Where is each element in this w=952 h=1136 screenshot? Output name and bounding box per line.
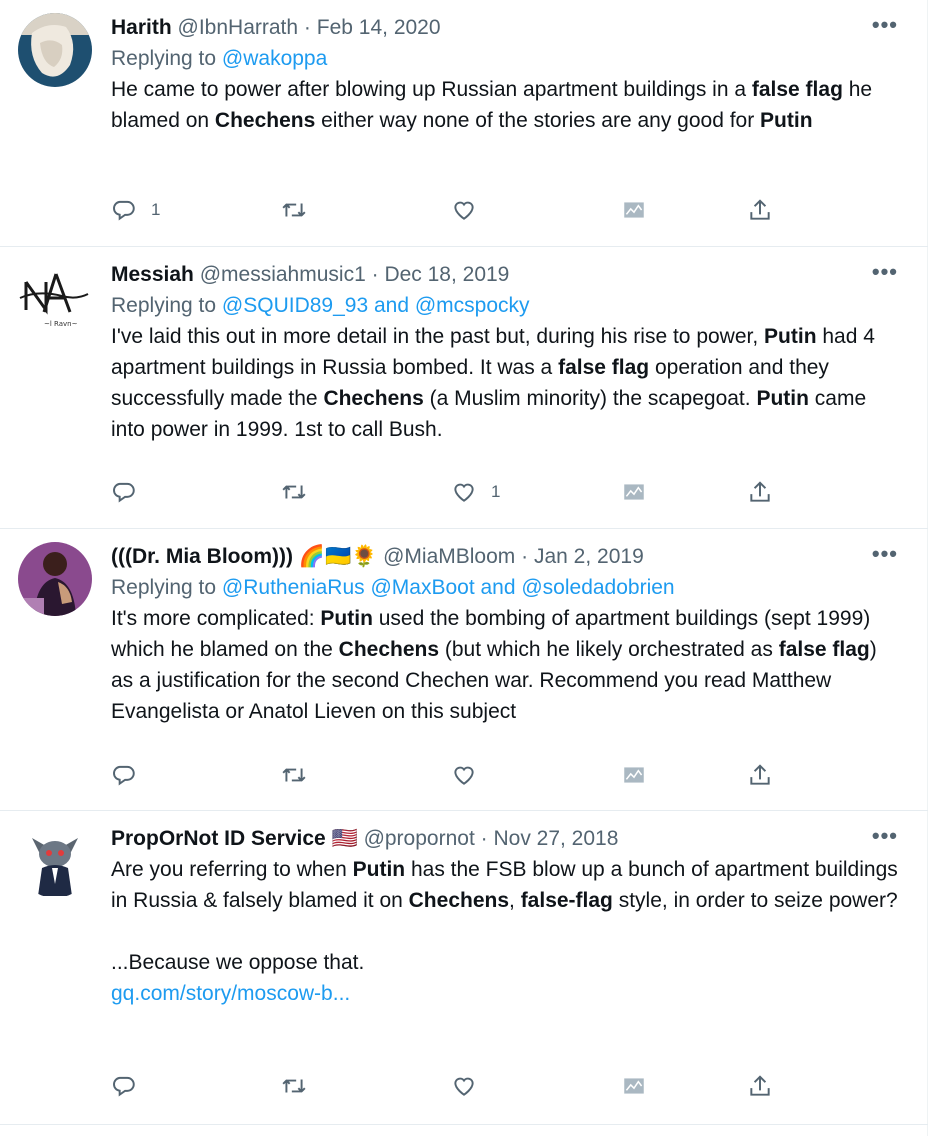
text-run: I've laid this out in more detail in the past but, during his rise to power, <box>111 325 765 348</box>
avatar[interactable] <box>18 260 92 334</box>
share-button[interactable] <box>747 760 773 790</box>
author-name[interactable]: Messiah <box>111 263 194 286</box>
tweet-date[interactable]: Dec 18, 2019 <box>384 263 510 286</box>
action-bar <box>111 1071 898 1101</box>
author-handle[interactable]: @propornot <box>363 827 475 850</box>
highlighted-term: Chechens <box>408 889 510 912</box>
tweet-date[interactable]: Jan 2, 2019 <box>533 545 644 568</box>
text-run: ) as a justification for the second Chechen war. Recommend you read Matthew Evangelista or Anatol Lieven on this subject <box>111 638 877 723</box>
avatar[interactable] <box>18 824 92 898</box>
highlighted-term: false flag <box>778 638 870 661</box>
highlighted-term: Putin <box>320 607 373 630</box>
share-icon <box>747 1073 773 1099</box>
tweet-text-second-paragraph: ...Because we oppose that. <box>111 951 365 974</box>
share-button[interactable] <box>747 195 773 225</box>
tweet-text <box>111 603 898 727</box>
tweet-date[interactable]: Feb 14, 2020 <box>316 16 441 39</box>
analytics-button[interactable] <box>621 1071 647 1101</box>
tweet[interactable] <box>0 247 928 529</box>
tweet-date[interactable]: Nov 27, 2018 <box>493 827 619 850</box>
tweet-header <box>111 823 898 854</box>
highlighted-term: Putin <box>760 109 813 132</box>
action-bar <box>111 477 898 507</box>
highlighted-term: Putin <box>352 858 406 881</box>
like-icon <box>451 197 477 223</box>
text-run: He came to power after blowing up Russian apartment buildings in a <box>111 78 752 101</box>
retweet-icon <box>281 762 307 788</box>
tweet-text <box>111 74 898 136</box>
text-run: had 4 apartment buildings in Russia bombed. It was a <box>111 325 875 379</box>
like-icon <box>451 762 477 788</box>
highlighted-term: false flag <box>558 356 650 379</box>
replying-to-label: Replying to <box>111 47 217 70</box>
replying-to <box>111 572 898 603</box>
retweet-icon <box>281 197 307 223</box>
text-run: (a Muslim minority) the scapegoat. <box>423 387 757 410</box>
text-run: operation and they successfully made the <box>111 356 829 410</box>
highlighted-term: false flag <box>751 78 843 101</box>
replying-to-mention[interactable]: @wakoppa <box>221 47 328 70</box>
text-run: came into power in 1999. 1st to call Bush. <box>111 387 867 441</box>
analytics-icon <box>621 479 647 505</box>
analytics-icon <box>621 762 647 788</box>
share-button[interactable] <box>747 477 773 507</box>
analytics-button[interactable] <box>621 477 647 507</box>
author-name[interactable]: (((Dr. Mia Bloom))) 🌈🇺🇦🌻 <box>111 545 378 568</box>
highlighted-term: Chechens <box>214 109 316 132</box>
retweet-button[interactable] <box>281 195 307 225</box>
author-handle[interactable]: @MiaMBloom <box>383 545 516 568</box>
tweet[interactable] <box>0 811 928 1125</box>
analytics-icon <box>621 1073 647 1099</box>
share-icon <box>747 762 773 788</box>
retweet-icon <box>281 479 307 505</box>
replying-to-label: Replying to <box>111 576 217 599</box>
reply-icon <box>111 762 137 788</box>
avatar[interactable] <box>18 13 92 87</box>
reply-icon <box>111 1073 137 1099</box>
tweet-header <box>111 259 898 290</box>
share-icon <box>747 197 773 223</box>
separator: · <box>480 827 488 850</box>
tweet-text <box>111 854 898 916</box>
like-icon <box>451 479 477 505</box>
more-options-icon[interactable]: ••• <box>871 823 898 848</box>
tweet[interactable] <box>0 529 928 811</box>
reply-icon <box>111 197 137 223</box>
tweet-header <box>111 12 898 43</box>
retweet-button[interactable] <box>281 760 307 790</box>
separator: · <box>371 263 379 286</box>
replying-to <box>111 290 898 321</box>
reply-button[interactable] <box>111 1071 151 1101</box>
share-icon <box>747 479 773 505</box>
retweet-button[interactable] <box>281 477 307 507</box>
reply-button[interactable] <box>111 477 151 507</box>
like-count: 1 <box>491 482 501 501</box>
author-handle[interactable]: @IbnHarrath <box>177 16 299 39</box>
replying-to-mention[interactable]: @RutheniaRus @MaxBoot and @soledadobrien <box>221 576 675 599</box>
author-handle[interactable]: @messiahmusic1 <box>199 263 366 286</box>
replying-to-mention[interactable]: @SQUID89_93 and @mcspocky <box>221 294 530 317</box>
svg-text:~l Ravn~: ~l Ravn~ <box>44 320 78 328</box>
text-run: has the FSB blow up a bunch of apartment buildings in Russia & falsely blamed it on <box>111 858 898 912</box>
tweet[interactable] <box>0 0 928 247</box>
reply-icon <box>111 479 137 505</box>
reply-button[interactable] <box>111 760 151 790</box>
tweet-header <box>111 541 898 572</box>
analytics-button[interactable] <box>621 195 647 225</box>
analytics-button[interactable] <box>621 760 647 790</box>
highlighted-term: Putin <box>764 325 817 348</box>
like-button[interactable] <box>451 1071 491 1101</box>
analytics-icon <box>621 197 647 223</box>
replying-to-label: Replying to <box>111 294 217 317</box>
like-button[interactable] <box>451 195 491 225</box>
highlighted-term: Putin <box>756 387 809 410</box>
separator: · <box>521 545 529 568</box>
highlighted-term: false-flag <box>520 889 613 912</box>
more-options-icon[interactable]: ••• <box>871 12 898 37</box>
separator: · <box>303 16 311 39</box>
reply-count: 1 <box>151 200 161 219</box>
like-button[interactable] <box>451 760 491 790</box>
like-icon <box>451 1073 477 1099</box>
text-run: used the bombing of apartment buildings (sept 1999) which he blamed on the <box>111 607 871 661</box>
reply-button[interactable] <box>111 195 160 225</box>
retweet-icon <box>281 1073 307 1099</box>
tweet-text <box>111 321 898 445</box>
text-run: It's more complicated: <box>111 607 321 630</box>
text-run: style, in order to seize power? <box>612 889 898 912</box>
text-run: , <box>509 889 521 912</box>
highlighted-term: Chechens <box>338 638 440 661</box>
retweet-button[interactable] <box>281 1071 307 1101</box>
action-bar <box>111 760 898 790</box>
share-button[interactable] <box>747 1071 773 1101</box>
avatar[interactable] <box>18 542 92 616</box>
more-options-icon[interactable]: ••• <box>871 259 898 284</box>
author-name[interactable]: PropOrNot ID Service 🇺🇸 <box>111 827 358 850</box>
tweet-link[interactable]: gq.com/story/moscow-b... <box>111 982 351 1005</box>
like-button[interactable] <box>451 477 500 507</box>
text-run: (but which he likely orchestrated as <box>439 638 779 661</box>
text-run: either way none of the stories are any good for <box>315 109 761 132</box>
highlighted-term: Chechens <box>323 387 424 410</box>
action-bar <box>111 195 898 225</box>
text-run: he blamed on <box>111 78 873 132</box>
more-options-icon[interactable]: ••• <box>871 541 898 566</box>
text-run: Are you referring to when <box>111 858 353 881</box>
replying-to <box>111 43 898 74</box>
author-name[interactable]: Harith <box>111 16 172 39</box>
